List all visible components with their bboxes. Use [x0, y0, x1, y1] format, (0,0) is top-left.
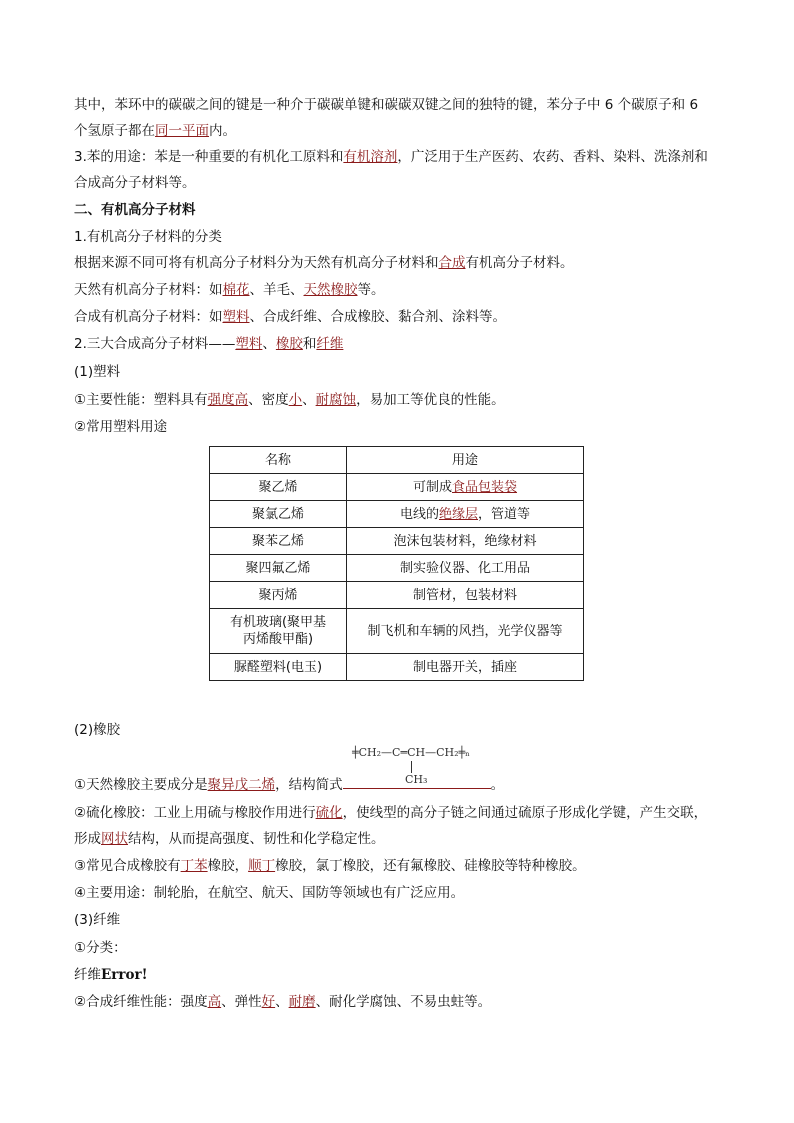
paragraph-vulcanization: ②硫化橡胶：工业上用硫与橡胶作用进行硫化，使线型的高分子链之间通过硫原子形成化学键，产生交联， [74, 805, 708, 821]
table-cell-name: 聚氯乙烯 [210, 501, 347, 528]
paragraph-benzene-plane: 个氢原子都在同一平面内。 [74, 123, 236, 139]
answer-high: 高 [207, 994, 222, 1010]
formula-methyl-group: CH₃ [405, 773, 428, 786]
table-cell-use: 泡沫包装材料，绝缘材料 [347, 528, 584, 555]
paragraph-synthetic-rubbers: ③常见合成橡胶有丁苯橡胶，顺丁橡胶，氯丁橡胶，还有氟橡胶、硅橡胶等特种橡胶。 [74, 858, 586, 874]
table-cell-name: 聚四氟乙烯 [210, 555, 347, 582]
table-header-row [210, 447, 584, 474]
paragraph-classification: 根据来源不同可将有机高分子材料分为天然有机高分子材料和合成有机高分子材料。 [74, 255, 574, 271]
table-row [210, 528, 584, 555]
paragraph-benzene-uses: 3.苯的用途：苯是一种重要的有机化工原料和有机溶剂，广泛用于生产医药、农药、香料、染料、洗涤剂和 [74, 149, 708, 165]
plastics-uses-table [209, 446, 584, 681]
subheading-plastics: (1)塑料 [74, 364, 121, 380]
answer-plastic: 塑料 [222, 309, 250, 325]
table-cell-use: 可制成食品包装袋 [347, 474, 584, 501]
paragraph-natural-rubber: ①天然橡胶主要成分是聚异戊二烯，结构简式 。 [74, 777, 505, 793]
answer-vulcanization: 硫化 [315, 805, 343, 821]
formula-main-chain: ╪CH₂—C═CH—CH₂╪ₙ [352, 746, 470, 759]
paragraph-fiber-error: 纤维Error! [74, 967, 148, 983]
paragraph-plastic-properties: ①主要性能：塑料具有强度高、密度小、耐腐蚀，易加工等优良的性能。 [74, 392, 505, 408]
paragraph-benzene-bond: 其中，苯环中的碳碳之间的键是一种介于碳碳单键和碳碳双键之间的独特的键，苯分子中 6 个碳原子和 6 [74, 97, 699, 113]
formula-branch-bond [411, 761, 412, 773]
formula-answer-blank [343, 776, 491, 789]
answer-plastic-2: 塑料 [235, 336, 263, 352]
error-field-text: Error! [101, 967, 148, 983]
answer-fiber: 纤维 [316, 336, 344, 352]
table-row [210, 609, 584, 654]
table-cell-use: 电线的绝缘层，管道等 [347, 501, 584, 528]
answer-cotton: 棉花 [222, 282, 250, 298]
paragraph-fiber-classification: ①分类： [74, 940, 127, 956]
answer-same-plane: 同一平面 [155, 123, 209, 139]
paragraph-fiber-properties: ②合成纤维性能：强度高、弹性好、耐磨、耐化学腐蚀、不易虫蛀等。 [74, 994, 492, 1010]
section-heading-polymers: 二、有机高分子材料 [74, 202, 196, 218]
table-cell-name: 脲醛塑料(电玉) [210, 654, 347, 681]
table-row [210, 501, 584, 528]
paragraph-benzene-uses-cont: 合成高分子材料等。 [74, 175, 196, 191]
subheading-rubber: (2)橡胶 [74, 722, 121, 738]
answer-insulation-layer: 绝缘层 [438, 506, 478, 522]
table-cell-use: 制电器开关，插座 [347, 654, 584, 681]
answer-high-strength: 强度高 [207, 392, 249, 408]
answer-wear-resistant: 耐磨 [288, 994, 316, 1010]
table-row [210, 555, 584, 582]
table-cell-use: 制飞机和车辆的风挡，光学仪器等 [347, 609, 584, 654]
answer-good: 好 [261, 994, 276, 1010]
answer-low-density: 小 [288, 392, 303, 408]
answer-food-bag: 食品包装袋 [452, 479, 518, 495]
answer-network: 网状 [101, 831, 128, 847]
table-cell-use: 制管材，包装材料 [347, 582, 584, 609]
table-header-use: 用途 [347, 447, 584, 474]
answer-corrosion-resistant: 耐腐蚀 [315, 392, 357, 408]
subheading-classification: 1.有机高分子材料的分类 [74, 229, 222, 245]
paragraph-natural-polymers: 天然有机高分子材料：如棉花、羊毛、天然橡胶等。 [74, 282, 385, 298]
paragraph-rubber-uses: ④主要用途：制轮胎，在航空、航天、国防等领域也有广泛应用。 [74, 885, 465, 901]
answer-organic-solvent: 有机溶剂 [343, 149, 398, 165]
paragraph-synthetic-polymers: 合成有机高分子材料：如塑料、合成纤维、合成橡胶、黏合剂、涂料等。 [74, 309, 506, 325]
subheading-plastic-uses: ②常用塑料用途 [74, 419, 168, 435]
table-cell-name: 有机玻璃(聚甲基 丙烯酸甲酯) [210, 609, 347, 654]
table-row [210, 474, 584, 501]
answer-synthetic: 合成 [438, 255, 466, 271]
table-cell-name: 聚苯乙烯 [210, 528, 347, 555]
answer-polyisoprene: 聚异戊二烯 [207, 777, 276, 793]
subheading-fibers: (3)纤维 [74, 912, 121, 928]
table-row [210, 654, 584, 681]
table-row [210, 582, 584, 609]
table-header-name: 名称 [210, 447, 347, 474]
answer-rubber: 橡胶 [275, 336, 303, 352]
table-cell-use: 制实验仪器、化工用品 [347, 555, 584, 582]
answer-cis-butadiene: 顺丁 [248, 858, 276, 874]
table-cell-name: 聚乙烯 [210, 474, 347, 501]
answer-styrene-butadiene: 丁苯 [180, 858, 208, 874]
table-cell-name: 聚丙烯 [210, 582, 347, 609]
paragraph-network-structure: 形成网状结构，从而提高强度、韧性和化学稳定性。 [74, 831, 385, 847]
answer-natural-rubber: 天然橡胶 [303, 282, 358, 298]
subheading-three-materials: 2.三大合成高分子材料——塑料、橡胶和纤维 [74, 336, 344, 352]
